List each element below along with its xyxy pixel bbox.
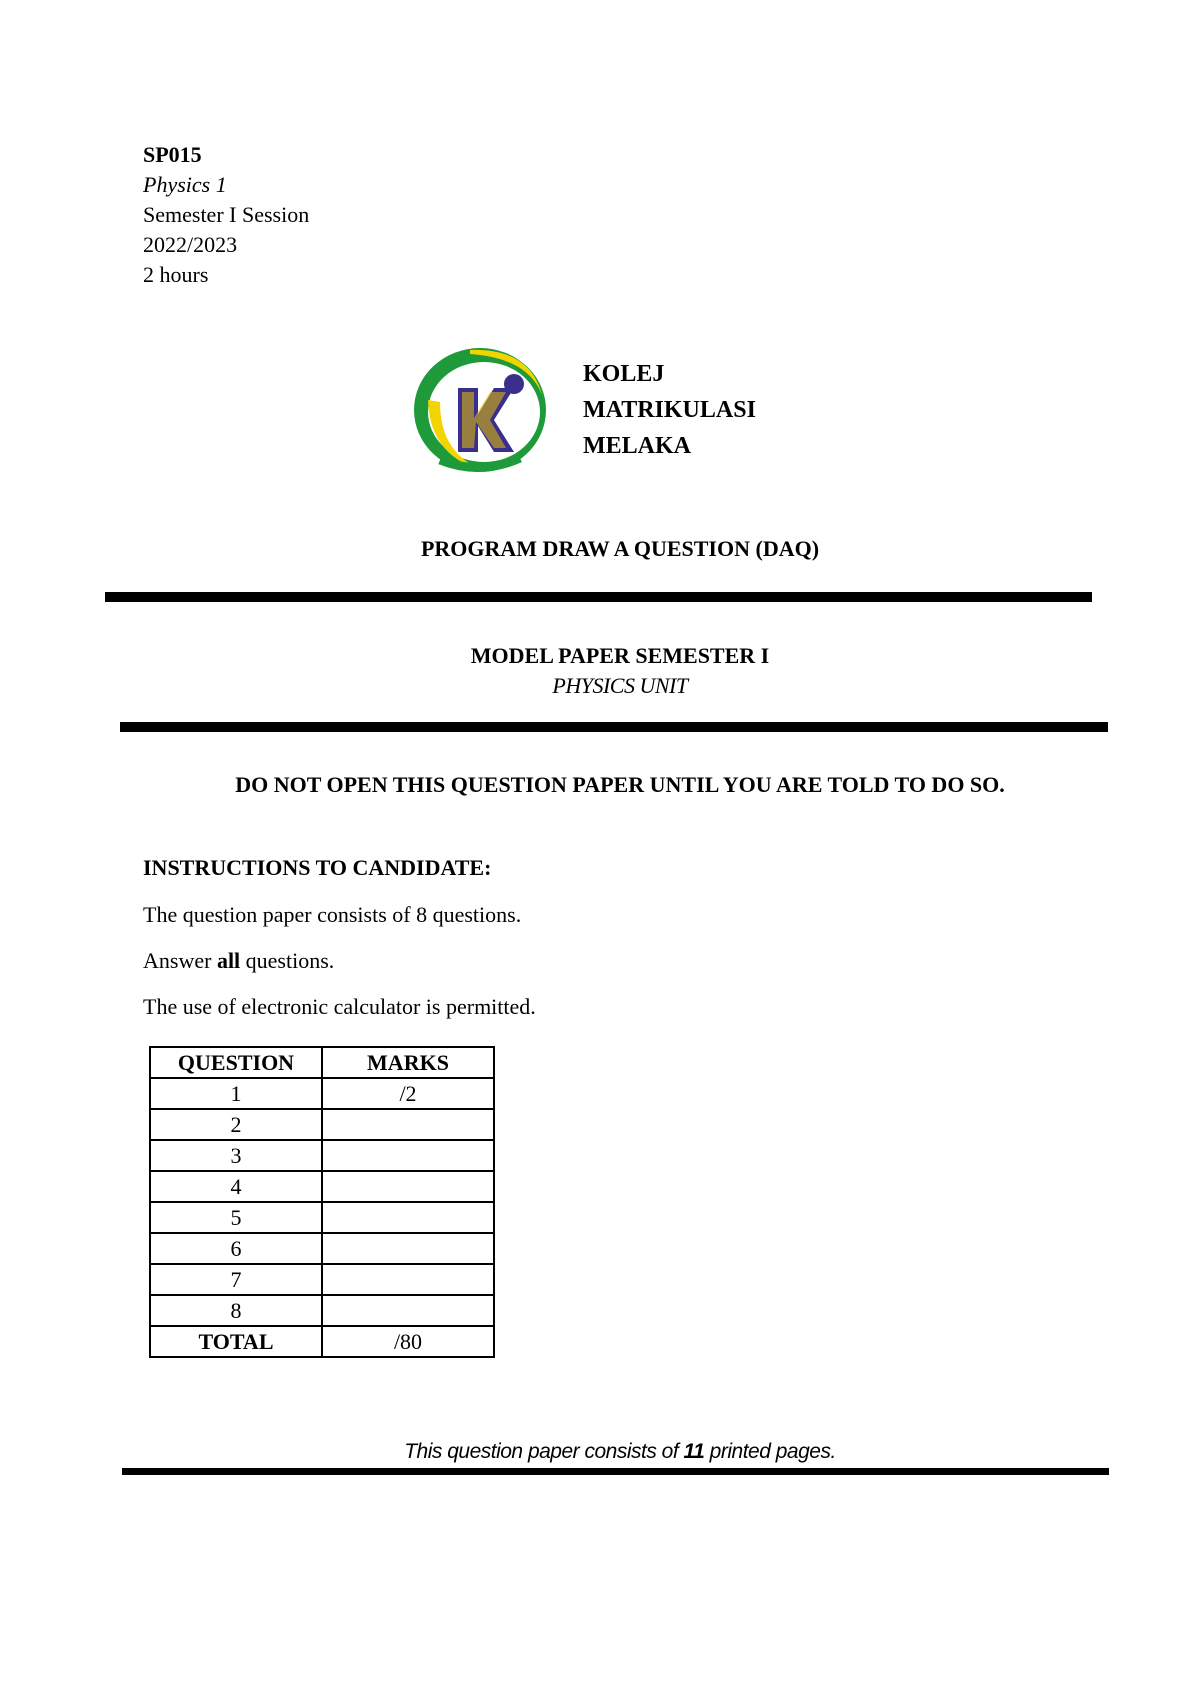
table-row bbox=[150, 1078, 494, 1109]
paper-title: MODEL PAPER SEMESTER I bbox=[470, 643, 770, 668]
marks-cell bbox=[322, 1202, 494, 1233]
table-row bbox=[150, 1295, 494, 1326]
instruction-answer-bold: all bbox=[216, 948, 241, 973]
program-title: PROGRAM DRAW A QUESTION (DAQ) bbox=[420, 536, 820, 561]
semester-label: Semester I Session bbox=[143, 202, 310, 227]
college-line-3: MELAKA bbox=[583, 433, 691, 459]
course-code: SP015 bbox=[143, 142, 202, 167]
marks-cell bbox=[322, 1295, 494, 1326]
page-count-pre: This question paper consists of bbox=[404, 1440, 684, 1463]
table-row bbox=[150, 1140, 494, 1171]
page-count-number: 11 bbox=[683, 1440, 705, 1463]
marks-cell bbox=[322, 1233, 494, 1264]
total-marks: /80 bbox=[322, 1326, 494, 1357]
marks-header: MARKS bbox=[322, 1047, 494, 1078]
question-number: 6 bbox=[150, 1233, 322, 1264]
college-line-1: KOLEJ bbox=[583, 361, 665, 387]
table-row bbox=[150, 1264, 494, 1295]
question-number: 1 bbox=[150, 1078, 322, 1109]
page-count-post: printed pages. bbox=[704, 1440, 836, 1463]
question-header: QUESTION bbox=[150, 1047, 322, 1078]
divider-rule-1 bbox=[105, 592, 1092, 602]
exam-duration: 2 hours bbox=[143, 262, 209, 287]
question-number: 8 bbox=[150, 1295, 322, 1326]
marks-cell bbox=[322, 1109, 494, 1140]
marks-cell bbox=[322, 1264, 494, 1295]
table-row bbox=[150, 1202, 494, 1233]
question-number: 3 bbox=[150, 1140, 322, 1171]
total-label: TOTAL bbox=[150, 1326, 322, 1357]
table-row bbox=[150, 1171, 494, 1202]
paper-unit: PHYSICS UNIT bbox=[552, 673, 688, 698]
instruction-answer-pre: Answer bbox=[143, 948, 217, 973]
divider-rule-3 bbox=[122, 1468, 1109, 1475]
course-subject: Physics 1 bbox=[143, 172, 227, 197]
marks-table-header bbox=[150, 1047, 494, 1078]
instruction-calculator: The use of electronic calculator is permitted. bbox=[143, 994, 536, 1019]
marks-table bbox=[149, 1046, 495, 1358]
page-count-note bbox=[0, 1440, 1200, 1464]
college-line-2: MATRIKULASI bbox=[583, 397, 756, 423]
instruction-question-count: The question paper consists of 8 questions. bbox=[143, 902, 522, 927]
college-name bbox=[583, 356, 756, 464]
question-number: 4 bbox=[150, 1171, 322, 1202]
question-number: 2 bbox=[150, 1109, 322, 1140]
divider-rule-2 bbox=[120, 722, 1108, 732]
marks-cell bbox=[322, 1140, 494, 1171]
total-row bbox=[150, 1326, 494, 1357]
marks-cell bbox=[322, 1171, 494, 1202]
question-number: 7 bbox=[150, 1264, 322, 1295]
question-number: 5 bbox=[150, 1202, 322, 1233]
session-year: 2022/2023 bbox=[143, 232, 238, 257]
header-block bbox=[143, 140, 309, 290]
instruction-answer-post: questions. bbox=[240, 948, 335, 973]
table-row bbox=[150, 1233, 494, 1264]
instruction-answer-all bbox=[143, 948, 334, 974]
do-not-open-warning: DO NOT OPEN THIS QUESTION PAPER UNTIL YOU ARE TOLD TO DO SO. bbox=[235, 772, 1005, 797]
table-row bbox=[150, 1109, 494, 1140]
kmm-college-logo bbox=[410, 340, 550, 480]
instructions-heading: INSTRUCTIONS TO CANDIDATE: bbox=[143, 855, 492, 880]
marks-cell: /2 bbox=[322, 1078, 494, 1109]
